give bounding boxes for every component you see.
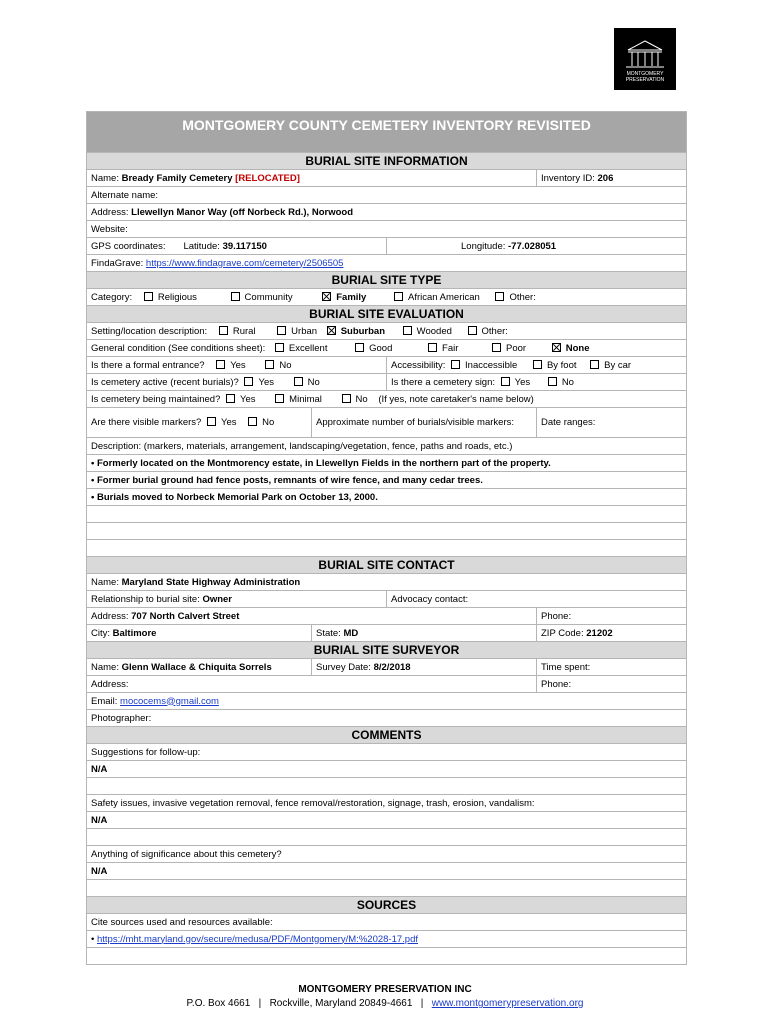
form-title: MONTGOMERY COUNTY CEMETERY INVENTORY REVISITED xyxy=(87,112,687,153)
blank-row[interactable] xyxy=(87,948,687,965)
blank-row[interactable] xyxy=(87,880,687,897)
fair-checkbox[interactable] xyxy=(428,343,437,352)
blank-row[interactable] xyxy=(87,540,687,557)
description-bullet-1: • Formerly located on the Montmorency estate, in Llewellyn Fields in the northern part of the property. xyxy=(87,455,687,472)
maintained-no-checkbox[interactable] xyxy=(342,394,351,403)
email-link[interactable]: mococems@gmail.com xyxy=(120,695,219,707)
active-yes-checkbox[interactable] xyxy=(244,377,253,386)
good-checkbox[interactable] xyxy=(355,343,364,352)
section-header-surveyor: BURIAL SITE SURVEYOR xyxy=(87,642,687,659)
logo-line-1: MONTGOMERY xyxy=(626,71,664,77)
active-no-checkbox[interactable] xyxy=(294,377,303,386)
followup-value[interactable]: N/A xyxy=(87,761,687,778)
maintained-yes-checkbox[interactable] xyxy=(226,394,235,403)
safety-value[interactable]: N/A xyxy=(87,812,687,829)
findagrave-link[interactable]: https://www.findagrave.com/cemetery/2506505 xyxy=(145,257,344,269)
followup-label: Suggestions for follow-up: xyxy=(87,744,687,761)
longitude-field[interactable]: Longitude: -77.028051 xyxy=(387,238,687,255)
sign-no-checkbox[interactable] xyxy=(548,377,557,386)
findagrave-field: FindaGrave: https://www.findagrave.com/cemetery/2506505 xyxy=(87,255,687,272)
website-link[interactable]: www.montgomerypreservation.org xyxy=(431,998,584,1009)
rural-checkbox[interactable] xyxy=(219,326,228,335)
montgomery-preservation-logo xyxy=(614,28,676,90)
none-checkbox-checked[interactable] xyxy=(552,343,561,352)
cite-sources-label: Cite sources used and resources available: xyxy=(87,914,687,931)
footer-address: P.O. Box 4661 | Rockville, Maryland 20849-4661 | www.montgomerypreservation.org xyxy=(186,998,584,1009)
blank-row[interactable] xyxy=(87,506,687,523)
condition-row: General condition (See conditions sheet): Excellent Good Fair Poor None xyxy=(87,340,687,357)
source-item: • https://mht.maryland.gov/secure/medusa/PDF/Montgomery/M:%2028-17.pdf xyxy=(87,931,687,948)
description-bullet-3: • Burials moved to Norbeck Memorial Park on October 13, 2000. xyxy=(87,489,687,506)
section-header-contact: BURIAL SITE CONTACT xyxy=(87,557,687,574)
state-field[interactable]: State: MD xyxy=(312,625,537,642)
email-field: Email: mococems@gmail.com xyxy=(87,693,687,710)
accessibility-field: Accessibility: Inaccessible By foot By car xyxy=(387,357,687,374)
other-setting-checkbox[interactable] xyxy=(468,326,477,335)
source-link[interactable]: https://mht.maryland.gov/secure/medusa/PDF/Montgomery/M:%2028-17.pdf xyxy=(96,933,419,945)
setting-row: Setting/location description: Rural Urban Suburban Wooded Other: xyxy=(87,323,687,340)
religious-checkbox[interactable] xyxy=(144,292,153,301)
maintained-row: Is cemetery being maintained? Yes Minimal No (If yes, note caretaker's name below) xyxy=(87,391,687,408)
time-spent-field[interactable]: Time spent: xyxy=(537,659,687,676)
by-car-checkbox[interactable] xyxy=(590,360,599,369)
city-field[interactable]: City: Baltimore xyxy=(87,625,312,642)
suburban-checkbox-checked[interactable] xyxy=(327,326,336,335)
urban-checkbox[interactable] xyxy=(277,326,286,335)
active-field: Is cemetery active (recent burials)? Yes No xyxy=(87,374,387,391)
approx-number-field[interactable]: Approximate number of burials/visible markers: xyxy=(312,408,537,438)
entrance-no-checkbox[interactable] xyxy=(265,360,274,369)
address-field[interactable]: Address: Llewellyn Manor Way (off Norbeck Rd.), Norwood xyxy=(87,204,687,221)
relationship-field[interactable]: Relationship to burial site: Owner xyxy=(87,591,387,608)
section-header-comments: COMMENTS xyxy=(87,727,687,744)
photographer-field[interactable]: Photographer: xyxy=(87,710,687,727)
community-checkbox[interactable] xyxy=(231,292,240,301)
survey-date-field[interactable]: Survey Date: 8/2/2018 xyxy=(312,659,537,676)
name-field[interactable]: Name: Bready Family Cemetery [RELOCATED] xyxy=(87,170,537,187)
contact-phone-field[interactable]: Phone: xyxy=(537,608,687,625)
significance-label: Anything of significance about this cemetery? xyxy=(87,846,687,863)
markers-yes-checkbox[interactable] xyxy=(207,417,216,426)
sign-field: Is there a cemetery sign: Yes No xyxy=(387,374,687,391)
markers-field: Are there visible markers? Yes No xyxy=(87,408,312,438)
contact-address-field[interactable]: Address: 707 North Calvert Street xyxy=(87,608,537,625)
footer-org: MONTGOMERY PRESERVATION INC xyxy=(298,984,472,995)
other-type-checkbox[interactable] xyxy=(495,292,504,301)
family-checkbox-checked[interactable] xyxy=(322,292,331,301)
excellent-checkbox[interactable] xyxy=(275,343,284,352)
sign-yes-checkbox[interactable] xyxy=(501,377,510,386)
safety-label: Safety issues, invasive vegetation removal, fence removal/restoration, signage, trash, erosion, vandalism: xyxy=(87,795,687,812)
entrance-field: Is there a formal entrance? Yes No xyxy=(87,357,387,374)
entrance-yes-checkbox[interactable] xyxy=(216,360,225,369)
blank-row[interactable] xyxy=(87,829,687,846)
african-american-checkbox[interactable] xyxy=(394,292,403,301)
category-row: Category: Religious Community Family African American Other: xyxy=(87,289,687,306)
markers-no-checkbox[interactable] xyxy=(248,417,257,426)
latitude-field[interactable]: GPS coordinates: Latitude: 39.117150 xyxy=(87,238,387,255)
zip-field[interactable]: ZIP Code: 21202 xyxy=(537,625,687,642)
relocated-badge: [RELOCATED] xyxy=(235,172,300,184)
date-ranges-field[interactable]: Date ranges: xyxy=(537,408,687,438)
description-bullet-2: • Former burial ground had fence posts, remnants of wire fence, and many cedar trees. xyxy=(87,472,687,489)
alternate-name-field[interactable]: Alternate name: xyxy=(87,187,687,204)
inaccessible-checkbox[interactable] xyxy=(451,360,460,369)
cemetery-name: Bready Family Cemetery xyxy=(121,172,233,184)
maintained-minimal-checkbox[interactable] xyxy=(275,394,284,403)
surveyor-phone-field[interactable]: Phone: xyxy=(537,676,687,693)
blank-row[interactable] xyxy=(87,778,687,795)
by-foot-checkbox[interactable] xyxy=(533,360,542,369)
blank-row[interactable] xyxy=(87,523,687,540)
advocacy-field[interactable]: Advocacy contact: xyxy=(387,591,687,608)
logo-line-2: PRESERVATION xyxy=(625,77,665,83)
cemetery-inventory-form xyxy=(86,111,687,965)
significance-value[interactable]: N/A xyxy=(87,863,687,880)
section-header-evaluation: BURIAL SITE EVALUATION xyxy=(87,306,687,323)
surveyor-address-field[interactable]: Address: xyxy=(87,676,537,693)
contact-name-field[interactable]: Name: Maryland State Highway Administration xyxy=(87,574,687,591)
surveyor-name-field[interactable]: Name: Glenn Wallace & Chiquita Sorrels xyxy=(87,659,312,676)
poor-checkbox[interactable] xyxy=(492,343,501,352)
building-icon xyxy=(614,28,676,90)
section-header-sources: SOURCES xyxy=(87,897,687,914)
inventory-id-field[interactable]: Inventory ID: 206 xyxy=(537,170,687,187)
website-field[interactable]: Website: xyxy=(87,221,687,238)
section-header-type: BURIAL SITE TYPE xyxy=(87,272,687,289)
description-label: Description: (markers, materials, arrangement, landscaping/vegetation, fence, paths and roads, etc.) xyxy=(87,438,687,455)
section-header-information: BURIAL SITE INFORMATION xyxy=(87,153,687,170)
wooded-checkbox[interactable] xyxy=(403,326,412,335)
